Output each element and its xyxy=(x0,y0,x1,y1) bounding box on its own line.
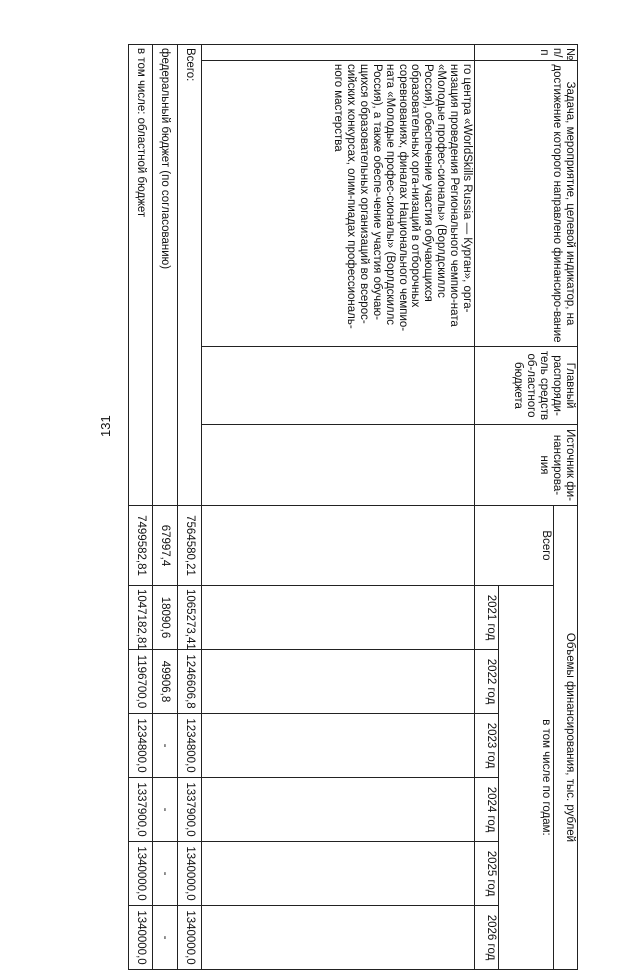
measure-description: го центра «WorldSkills Russia — Курган», орга-низация проведения Регионального чемпио-ната «Молодые профес-сионалы» (Ворлдскиллс Россия), обеспечение участия обучающихся образовательных орга-низаций в отборочных соревнованиях, финалах Национального чемпио-ната «Молодые профес-сионалы» (Ворлдскиллс Россия), а также обеспе-чение участия обучаю-щихся образовательных организаций во всерос-сийских конкурсах, олим-пиадах профессиональ-ного мастерства xyxy=(201,61,474,347)
financing-table xyxy=(128,44,578,970)
header-year: 2025 год xyxy=(474,842,498,906)
header-task: Задача, мероприятие, целевой индикатор, на достижение которого направлено финансиро-вание xyxy=(474,61,577,347)
total-row xyxy=(177,45,201,970)
row-total: 7499582,81 xyxy=(129,506,153,586)
year-value: 1337900,0 xyxy=(129,778,153,842)
header-year: 2023 год xyxy=(474,714,498,778)
row-label: в том числе: областной бюджет xyxy=(129,45,153,506)
empty-cell xyxy=(201,842,474,906)
year-value: 18090,6 xyxy=(153,586,177,650)
header-year: 2026 год xyxy=(474,906,498,970)
year-value: - xyxy=(153,842,177,906)
empty-cell xyxy=(201,347,474,425)
regional-row xyxy=(129,45,153,970)
header-grbs: Главный распоряди-тель средств об-ластного бюджета xyxy=(474,347,577,425)
header-row-1 xyxy=(553,45,577,970)
header-year: 2021 год xyxy=(474,586,498,650)
year-value: 1340000,0 xyxy=(129,842,153,906)
year-value: 1065273,41 xyxy=(177,586,201,650)
year-value: 1340000,0 xyxy=(177,842,201,906)
header-total: Всего xyxy=(474,506,553,586)
row-total: 67997,4 xyxy=(153,506,177,586)
empty-cell xyxy=(201,506,474,586)
header-volumes: Объемы финансирования, тыс. рублей xyxy=(553,506,577,970)
federal-row xyxy=(153,45,177,970)
header-year: 2024 год xyxy=(474,778,498,842)
empty-cell xyxy=(201,45,474,61)
year-value: 1246606,8 xyxy=(177,650,201,714)
empty-cell xyxy=(201,650,474,714)
year-value: - xyxy=(153,906,177,970)
year-value: - xyxy=(153,714,177,778)
year-value: 1340000,0 xyxy=(129,906,153,970)
header-year: 2022 год xyxy=(474,650,498,714)
empty-cell xyxy=(201,906,474,970)
year-value: 1337900,0 xyxy=(177,778,201,842)
year-value: - xyxy=(153,778,177,842)
year-value: 1234800,0 xyxy=(177,714,201,778)
year-value: 1340000,0 xyxy=(177,906,201,970)
empty-cell xyxy=(201,425,474,506)
row-total: 7564580,21 xyxy=(177,506,201,586)
empty-cell xyxy=(201,714,474,778)
year-value: 1047182,81 xyxy=(129,586,153,650)
year-value: 1234800,0 xyxy=(129,714,153,778)
year-value: 49906,8 xyxy=(153,650,177,714)
header-including: в том числе по годам: xyxy=(499,586,554,970)
row-label: федеральный бюджет (по согласованию) xyxy=(153,45,177,506)
empty-cell xyxy=(201,586,474,650)
rotated-table-container xyxy=(128,44,578,965)
empty-cell xyxy=(201,778,474,842)
description-row xyxy=(201,45,474,970)
page-number: 131 xyxy=(98,415,113,437)
row-label: Всего: xyxy=(177,45,201,506)
header-source: Источник фи-нансирова-ния xyxy=(474,425,577,506)
year-value: 1196700,0 xyxy=(129,650,153,714)
header-no: № п/п xyxy=(474,45,577,61)
